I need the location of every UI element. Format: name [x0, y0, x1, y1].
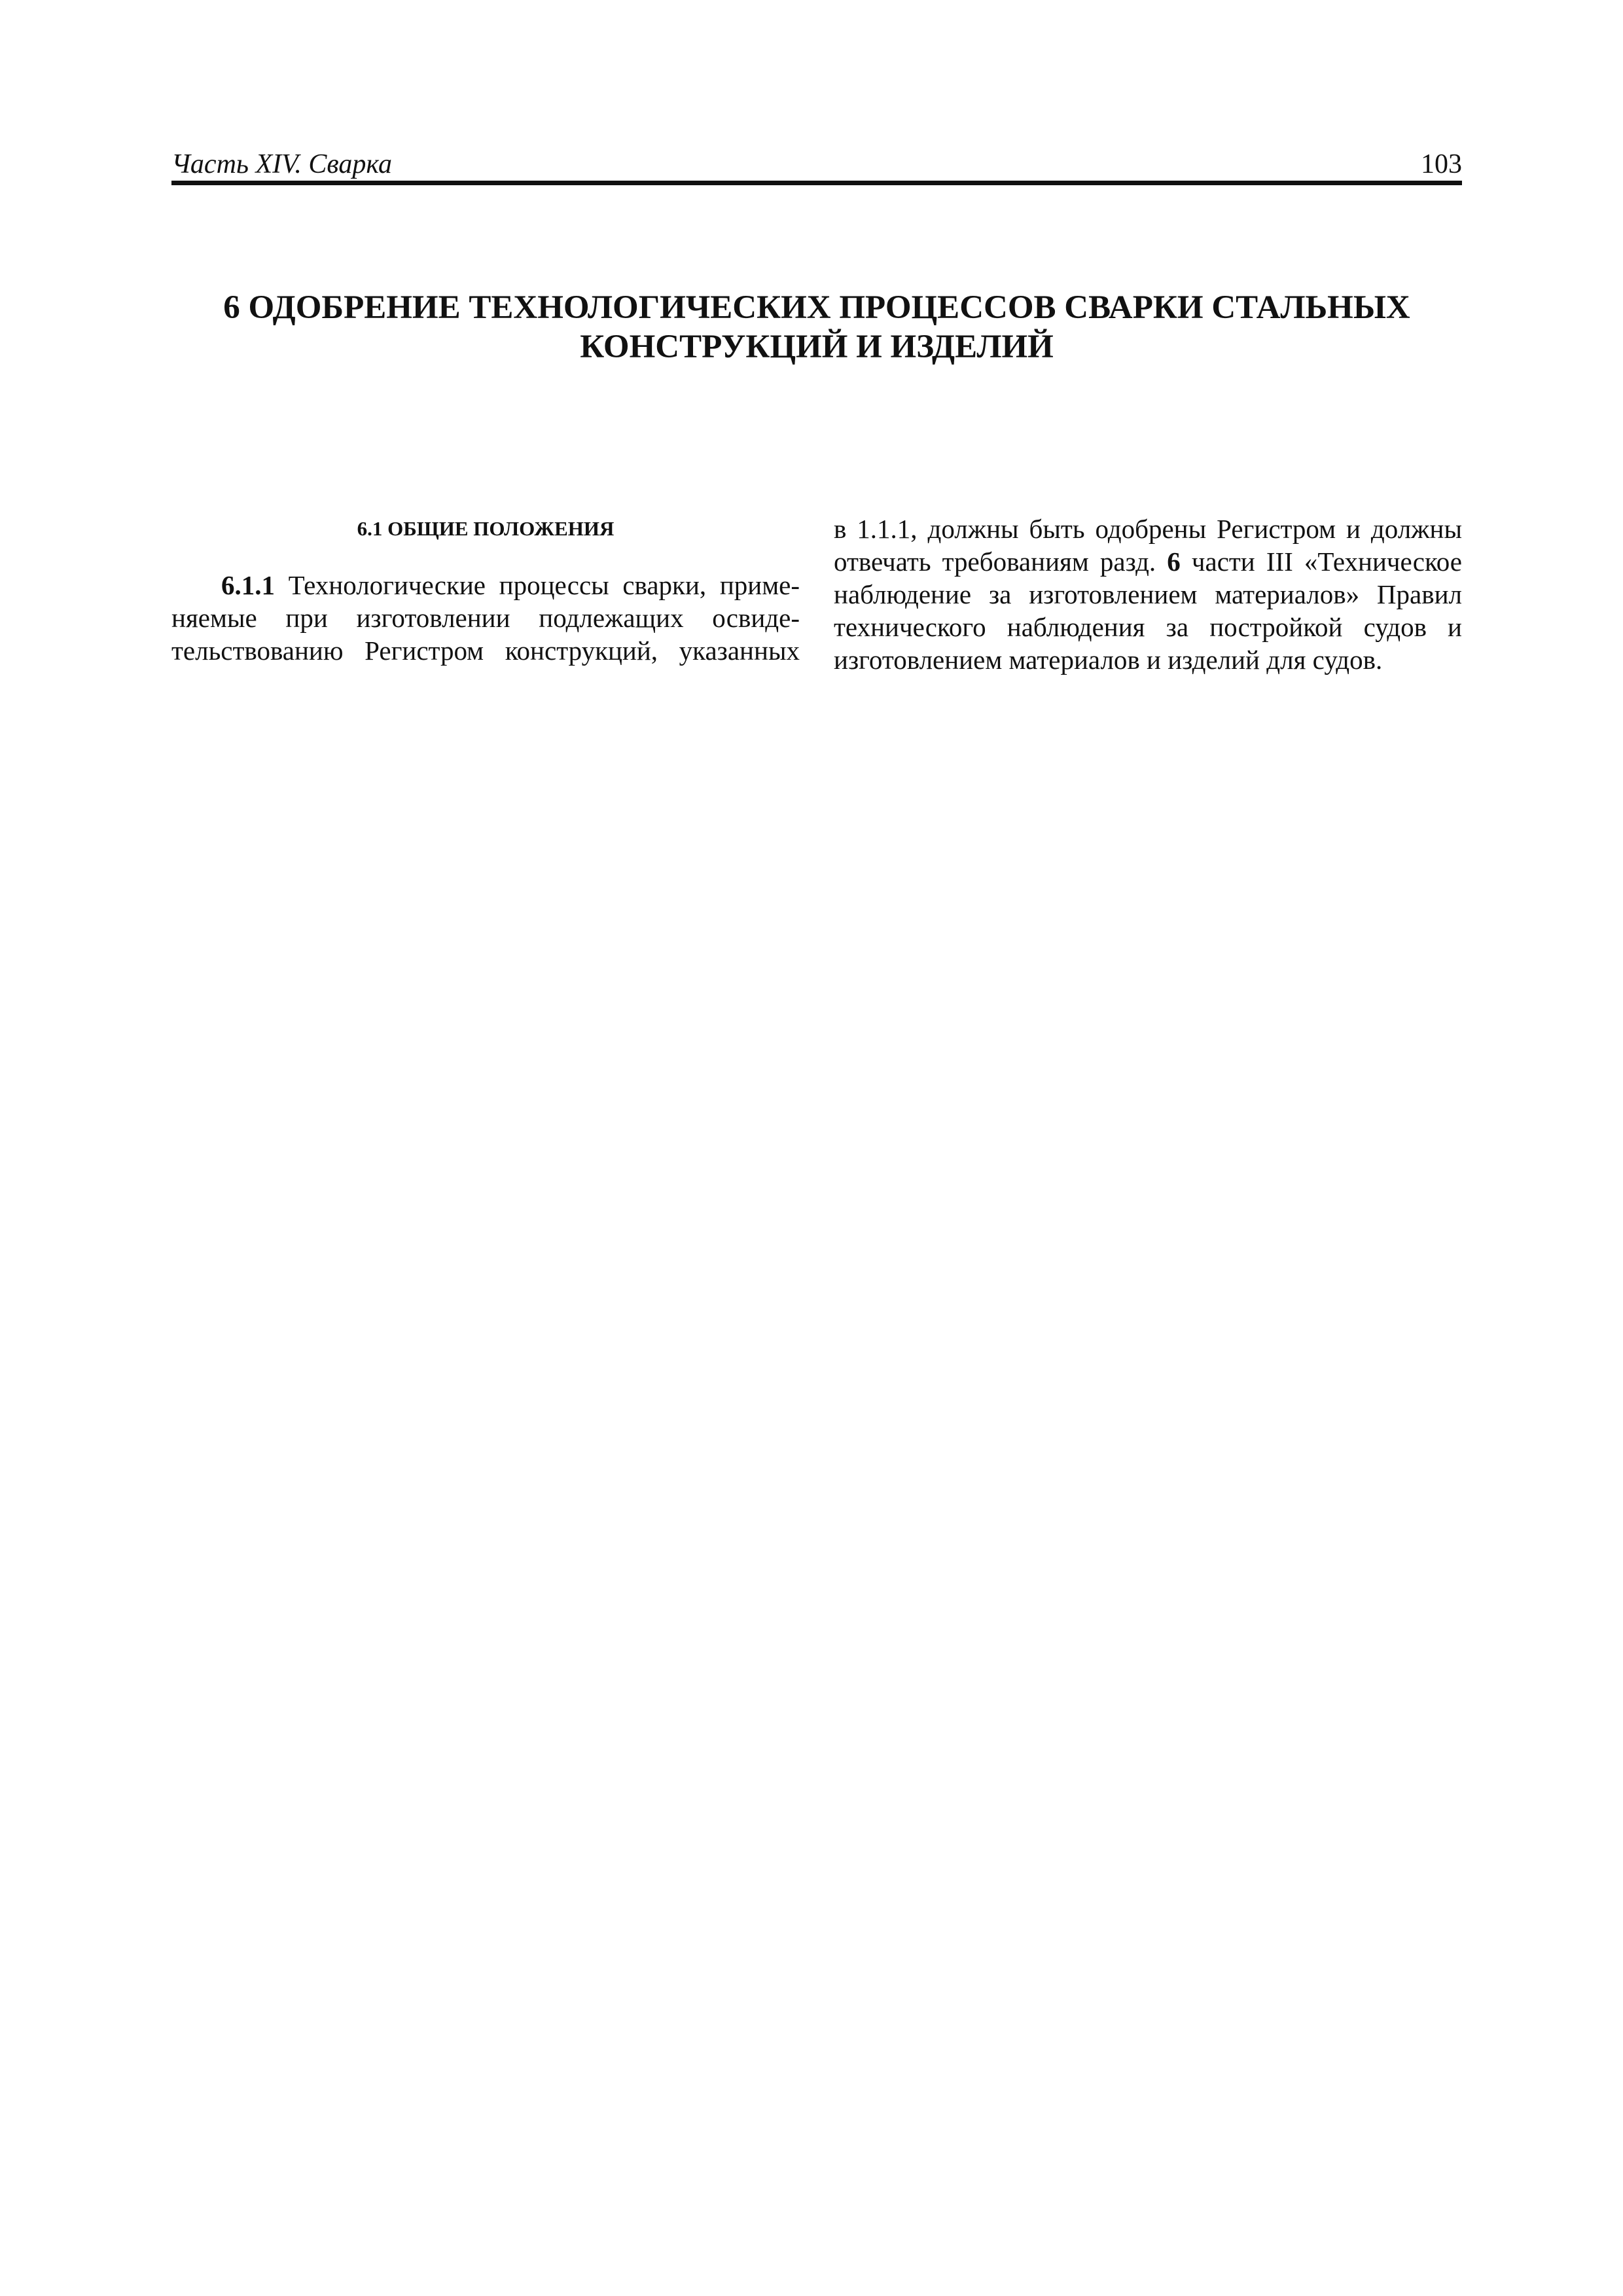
- section-heading: 6.1 ОБЩИЕ ПОЛОЖЕНИЯ: [357, 517, 615, 540]
- right-column: [834, 512, 1462, 676]
- paragraph-line: [171, 569, 800, 601]
- paragraph-line: наблюдение за изготовлением материалов» Правил: [834, 579, 1462, 609]
- paragraph-line: технического наблюдения за постройкой судов и: [834, 612, 1462, 642]
- chapter-title-line-1: 6 ОДОБРЕНИЕ ТЕХНОЛОГИЧЕСКИХ ПРОЦЕССОВ СВАРКИ СТАЛЬНЫХ: [223, 289, 1410, 326]
- part-title: Часть XIV. Сварка: [171, 149, 392, 179]
- paragraph-line: тельствованию Регистром конструкций, указанных: [171, 636, 800, 666]
- paragraph-text: отвечать требованиям разд.: [834, 547, 1168, 577]
- paragraph-text: Технологические процессы сварки, приме-: [275, 570, 800, 600]
- page-number: 103: [1421, 149, 1462, 179]
- paragraph-line: няемые при изготовлении подлежащих освиде-: [171, 603, 800, 633]
- paragraph-line: [834, 545, 1462, 578]
- paragraph-number: 6.1.1: [221, 570, 275, 600]
- section-reference: 6: [1167, 547, 1181, 577]
- paragraph-text: части III «Техническое: [1180, 547, 1462, 577]
- left-column: [171, 512, 800, 667]
- chapter-title-line-2: КОНСТРУКЦИЙ И ИЗДЕЛИЙ: [580, 329, 1054, 365]
- paragraph-line: в 1.1.1, должны быть одобрены Регистром и должны: [834, 514, 1462, 544]
- paragraph-line: изготовлением материалов и изделий для судов.: [834, 645, 1383, 675]
- running-header: [171, 143, 1462, 185]
- chapter-title: [171, 288, 1462, 367]
